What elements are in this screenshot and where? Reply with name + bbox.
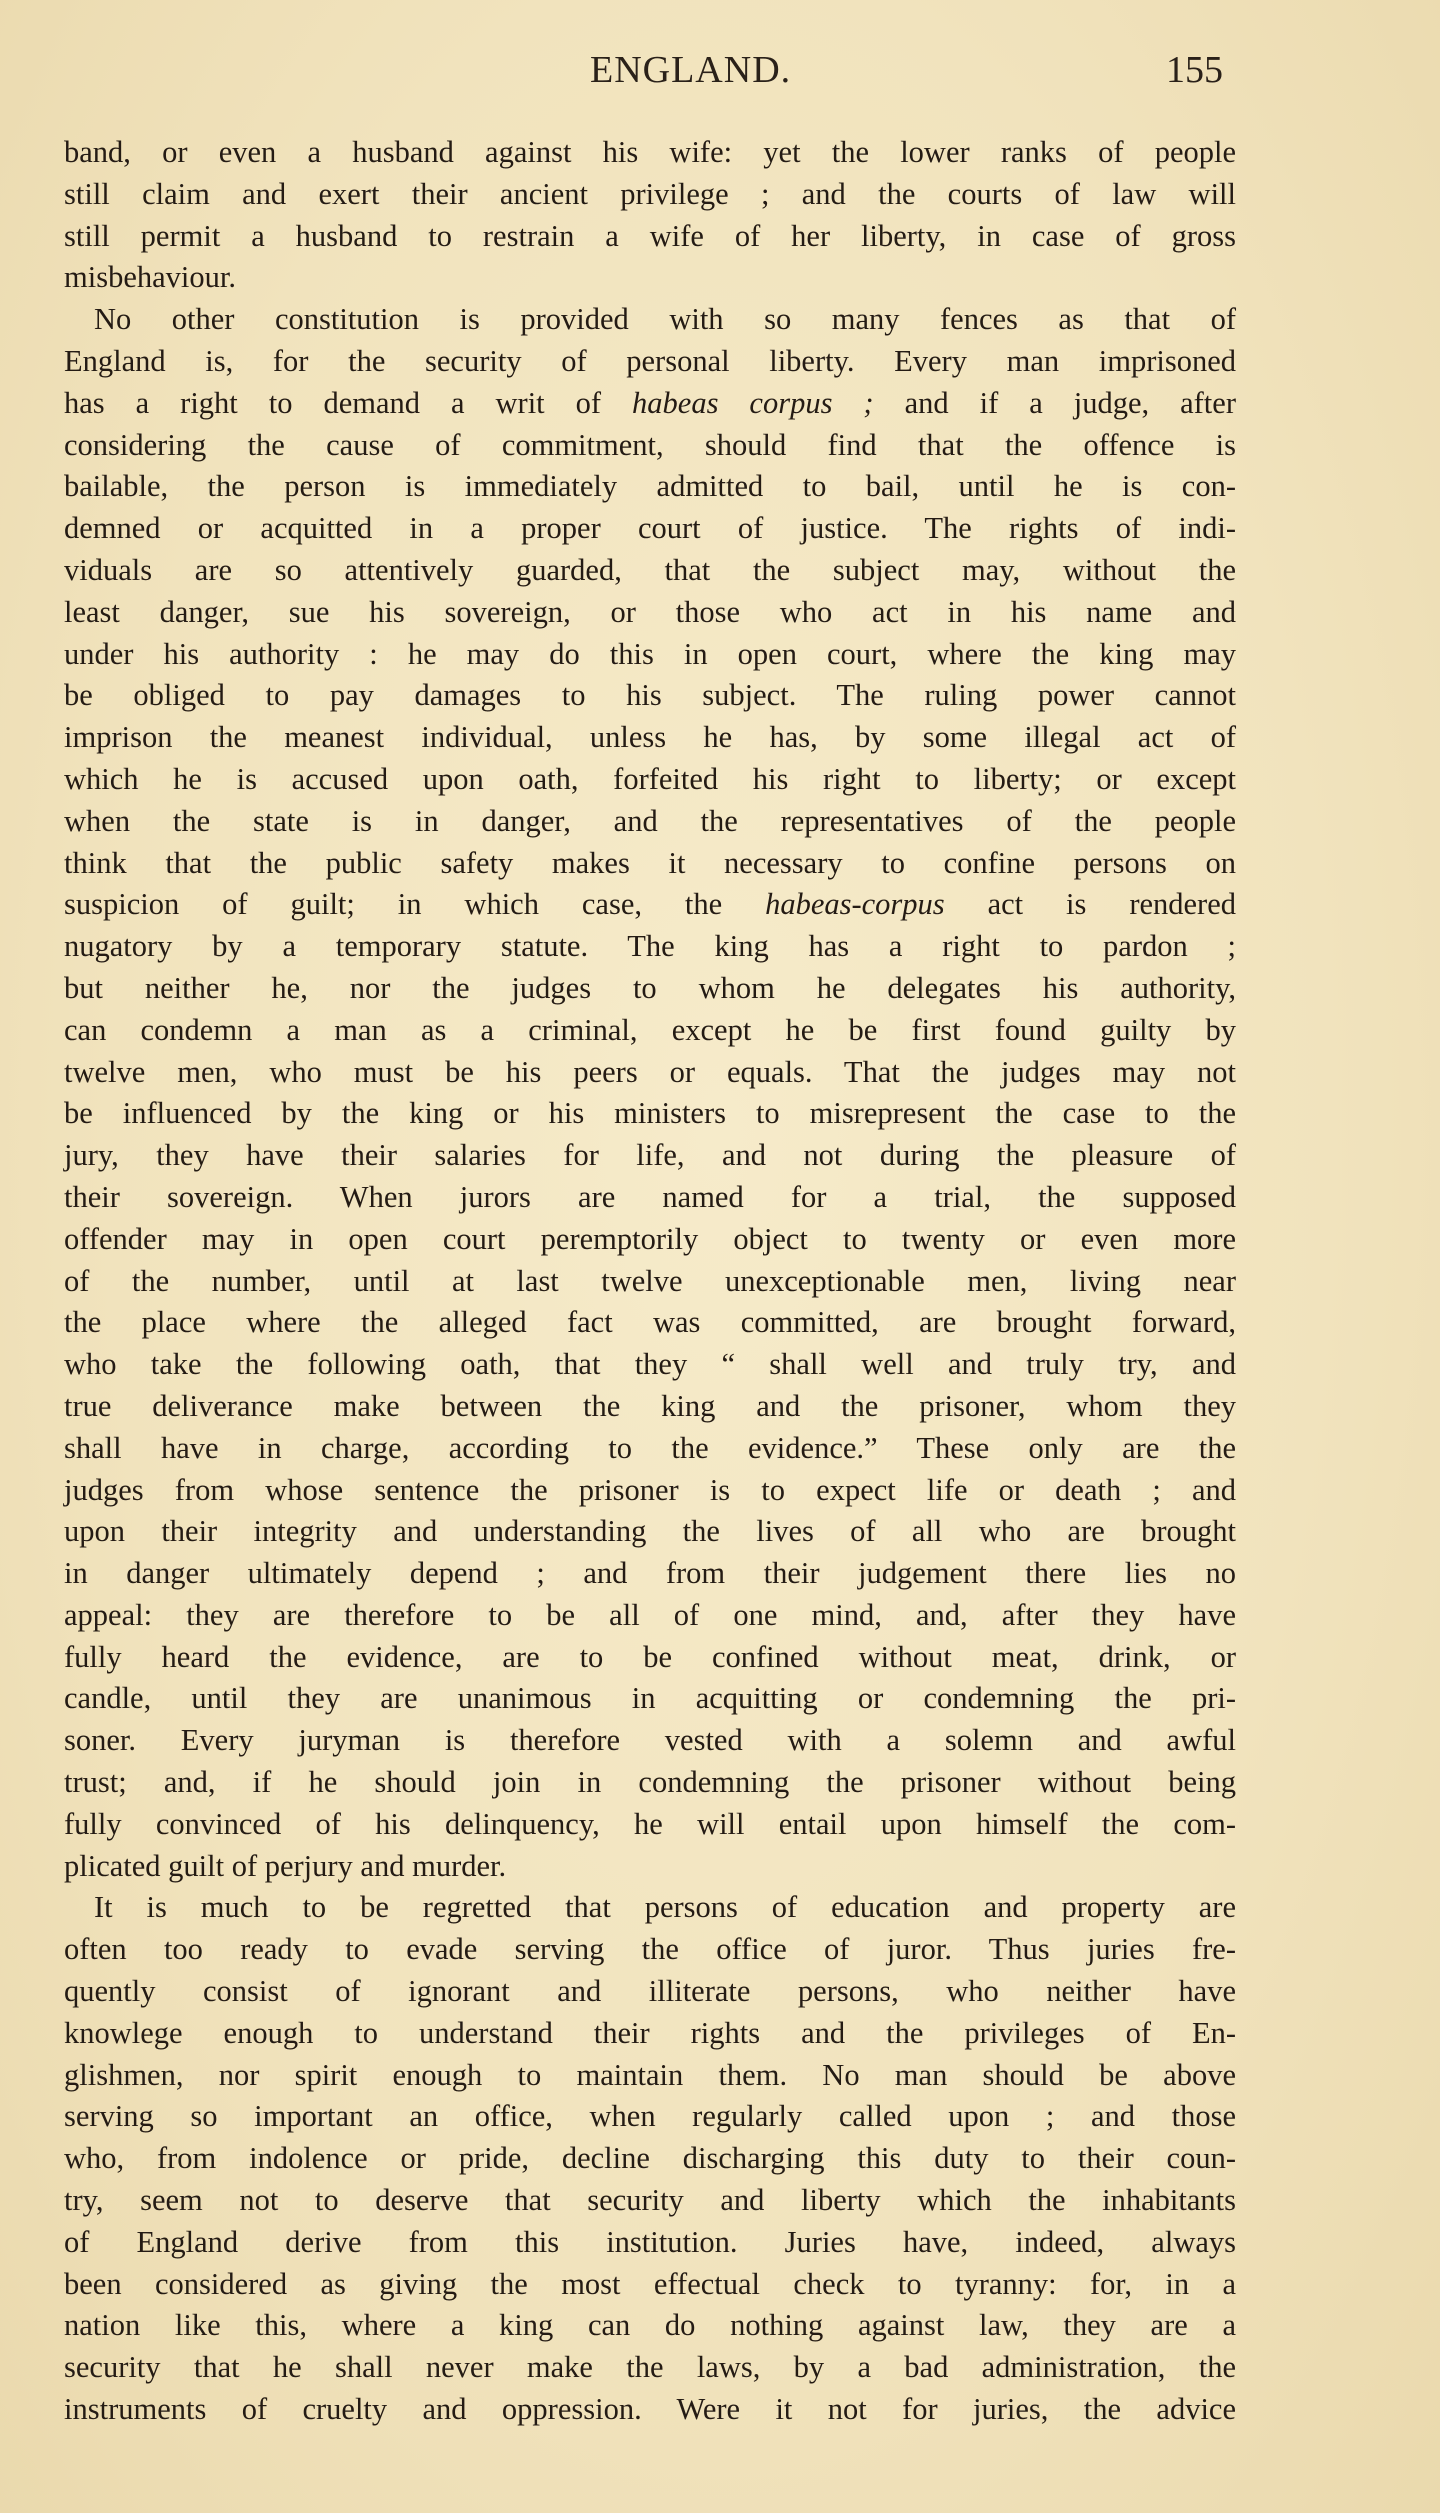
text-line: soner. Every juryman is therefore vested with a solemn and awful — [64, 1723, 1236, 1758]
text-line: their sovereign. When jurors are named for a trial, the supposed — [64, 1179, 1236, 1214]
text-line: No other constitution is provided with so many fences as that of — [94, 302, 1236, 337]
text-line: still claim and exert their ancient privilege ; and the courts of law will — [64, 176, 1236, 211]
body-text — [64, 132, 1236, 2431]
text-line: but neither he, nor the judges to whom he delegates his authority, — [64, 970, 1236, 1005]
text-line: bailable, the person is immediately admitted to bail, until he is con- — [64, 469, 1236, 504]
text-segment: suspicion of guilt; in which case, the — [64, 887, 766, 922]
text-line: think that the public safety makes it necessary to confine persons on — [64, 845, 1236, 880]
text-line: England is, for the security of personal liberty. Every man imprisoned — [64, 343, 1236, 378]
text-line: instruments of cruelty and oppression. Were it not for juries, the advice — [64, 2392, 1236, 2427]
text-line: misbehaviour. — [64, 260, 236, 295]
text-line: fully convinced of his delinquency, he will entail upon himself the com- — [64, 1806, 1236, 1841]
page-header — [0, 48, 1440, 108]
text-line: often too ready to evade serving the office of juror. Thus juries fre- — [64, 1932, 1236, 1967]
text-line: least danger, sue his sovereign, or those who act in his name and — [64, 594, 1236, 629]
text-line: considering the cause of commitment, should find that the offence is — [64, 427, 1236, 462]
text-line: been considered as giving the most effectual check to tyranny: for, in a — [64, 2266, 1236, 2301]
page-number: 155 — [1166, 49, 1223, 91]
text-segment: has a right to demand a writ of — [64, 385, 633, 420]
text-line: knowlege enough to understand their rights and the privileges of En- — [64, 2015, 1236, 2050]
text-line: judges from whose sentence the prisoner is to expect life or death ; and — [64, 1472, 1236, 1507]
text-line: serving so important an office, when regularly called upon ; and those — [64, 2099, 1236, 2134]
text-line: trust; and, if he should join in condemning the prisoner without being — [64, 1765, 1236, 1800]
text-line: shall have in charge, according to the evidence.” These only are the — [64, 1430, 1236, 1465]
text-line: of the number, until at last twelve unexceptionable men, living near — [64, 1263, 1236, 1298]
text-line: which he is accused upon oath, forfeited his right to liberty; or except — [64, 761, 1236, 796]
text-line: try, seem not to deserve that security and liberty which the inhabitants — [64, 2183, 1236, 2218]
text-segment: act is rendered — [944, 887, 1236, 922]
text-line: security that he shall never make the laws, by a bad administration, the — [64, 2350, 1236, 2385]
text-line — [64, 884, 1236, 926]
text-line: still permit a husband to restrain a wife of her liberty, in case of gross — [64, 218, 1236, 253]
text-line: nugatory by a temporary statute. The king has a right to pardon ; — [64, 929, 1236, 964]
text-line: of England derive from this institution. Juries have, indeed, always — [64, 2224, 1236, 2259]
text-line: candle, until they are unanimous in acquitting or condemning the pri- — [64, 1681, 1236, 1716]
text-line: plicated guilt of perjury and murder. — [64, 1848, 507, 1883]
text-line: glishmen, nor spirit enough to maintain them. No man should be above — [64, 2057, 1236, 2092]
text-line: can condemn a man as a criminal, except he be first found guilty by — [64, 1012, 1236, 1047]
text-segment: and if a judge, after — [873, 385, 1236, 420]
text-line: nation like this, where a king can do nothing against law, they are a — [64, 2308, 1236, 2343]
text-line: offender may in open court peremptorily object to twenty or even more — [64, 1221, 1236, 1256]
running-title: ENGLAND. — [590, 49, 792, 91]
italic-term: habeas corpus ; — [632, 385, 874, 420]
text-line: be obliged to pay damages to his subject. The ruling power cannot — [64, 678, 1236, 713]
text-line: who take the following oath, that they “ shall well and truly try, and — [64, 1347, 1236, 1382]
text-line: be influenced by the king or his ministers to misrepresent the case to the — [64, 1096, 1236, 1131]
text-line: imprison the meanest individual, unless he has, by some illegal act of — [64, 720, 1236, 755]
text-line: upon their integrity and understanding the lives of all who are brought — [64, 1514, 1236, 1549]
text-line: twelve men, who must be his peers or equals. That the judges may not — [64, 1054, 1236, 1089]
text-line: true deliverance make between the king and the prisoner, whom they — [64, 1388, 1236, 1423]
italic-term: habeas-corpus — [765, 887, 945, 922]
text-line: who, from indolence or pride, decline discharging this duty to their coun- — [64, 2141, 1236, 2176]
text-line: in danger ultimately depend ; and from their judgement there lies no — [64, 1556, 1236, 1591]
text-line: when the state is in danger, and the representatives of the people — [64, 803, 1236, 838]
text-line: band, or even a husband against his wife: yet the lower ranks of people — [64, 135, 1236, 169]
text-line: quently consist of ignorant and illiterate persons, who neither have — [64, 1974, 1236, 2009]
text-line: the place where the alleged fact was committed, are brought forward, — [64, 1305, 1236, 1340]
text-line: viduals are so attentively guarded, that the subject may, without the — [64, 552, 1236, 587]
text-line: appeal: they are therefore to be all of one mind, and, after they have — [64, 1597, 1236, 1632]
text-line: under his authority : he may do this in open court, where the king may — [64, 636, 1236, 671]
text-line: demned or acquitted in a proper court of justice. The rights of indi- — [64, 511, 1236, 546]
text-line: fully heard the evidence, are to be confined without meat, drink, or — [64, 1639, 1236, 1674]
text-line: jury, they have their salaries for life, and not during the pleasure of — [64, 1138, 1236, 1173]
text-line: It is much to be regretted that persons of education and property are — [94, 1890, 1236, 1925]
text-line — [64, 383, 1236, 425]
